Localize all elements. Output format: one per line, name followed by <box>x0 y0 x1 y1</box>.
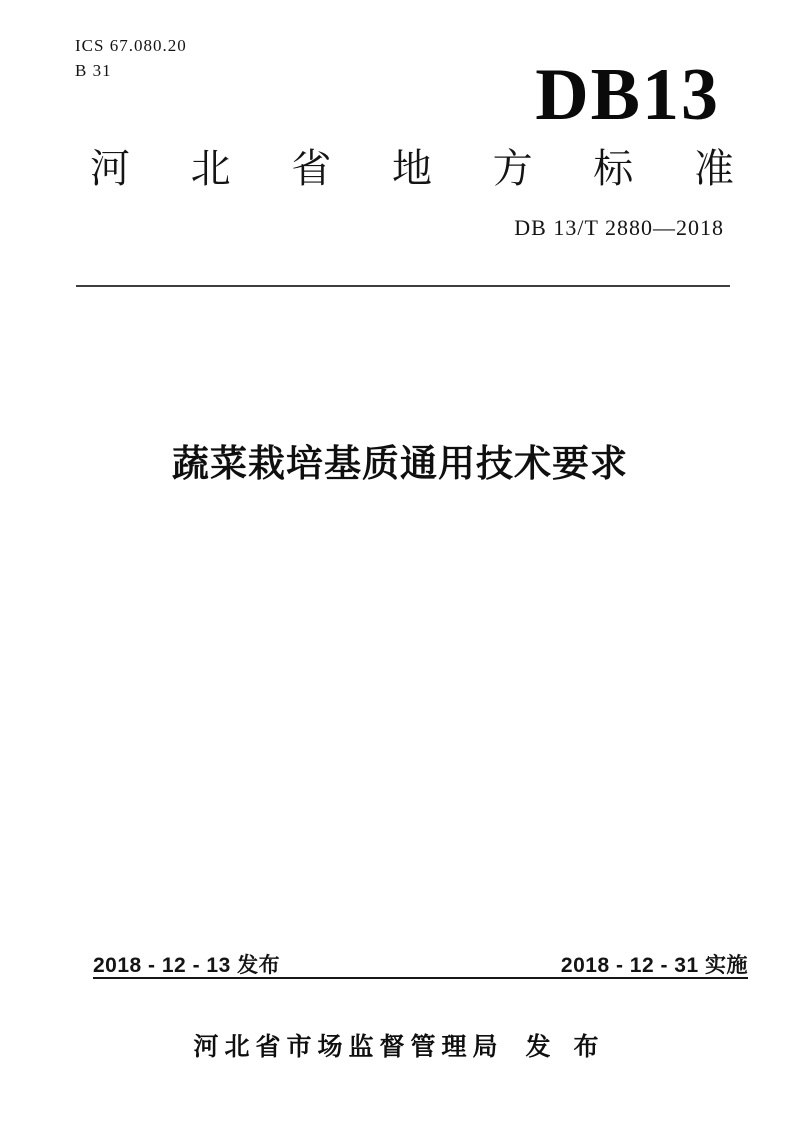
db13-logo: DB13 <box>535 54 720 136</box>
footer-divider-line <box>93 977 748 979</box>
issue-date: 2018 - 12 - 13 发布 <box>93 954 281 977</box>
dates-row <box>93 949 748 979</box>
document-title: 蔬菜栽培基质通用技术要求 <box>172 443 628 484</box>
header-divider-line <box>76 285 730 287</box>
standard-type-char: 省 <box>291 147 332 191</box>
standard-type-title <box>90 149 734 189</box>
publish-label: 发 布 <box>525 1033 607 1061</box>
standard-type-char: 河 <box>90 147 130 191</box>
implement-date: 2018 - 12 - 31 实施 <box>560 954 748 977</box>
standard-type-char: 标 <box>593 147 634 191</box>
standard-number: DB 13/T 2880—2018 <box>514 215 724 240</box>
standard-type-char: 方 <box>492 147 533 191</box>
classification-block <box>75 34 187 83</box>
standard-type-char: 北 <box>190 147 231 191</box>
standard-type-char: 准 <box>693 147 734 191</box>
doc-class-code: B 31 <box>75 60 112 80</box>
ics-code: ICS 67.080.20 <box>75 36 187 55</box>
standard-type-char: 地 <box>391 147 432 191</box>
issuer-row <box>0 1027 800 1063</box>
issuer-name: 河北省市场监督管理局 <box>193 1033 504 1061</box>
